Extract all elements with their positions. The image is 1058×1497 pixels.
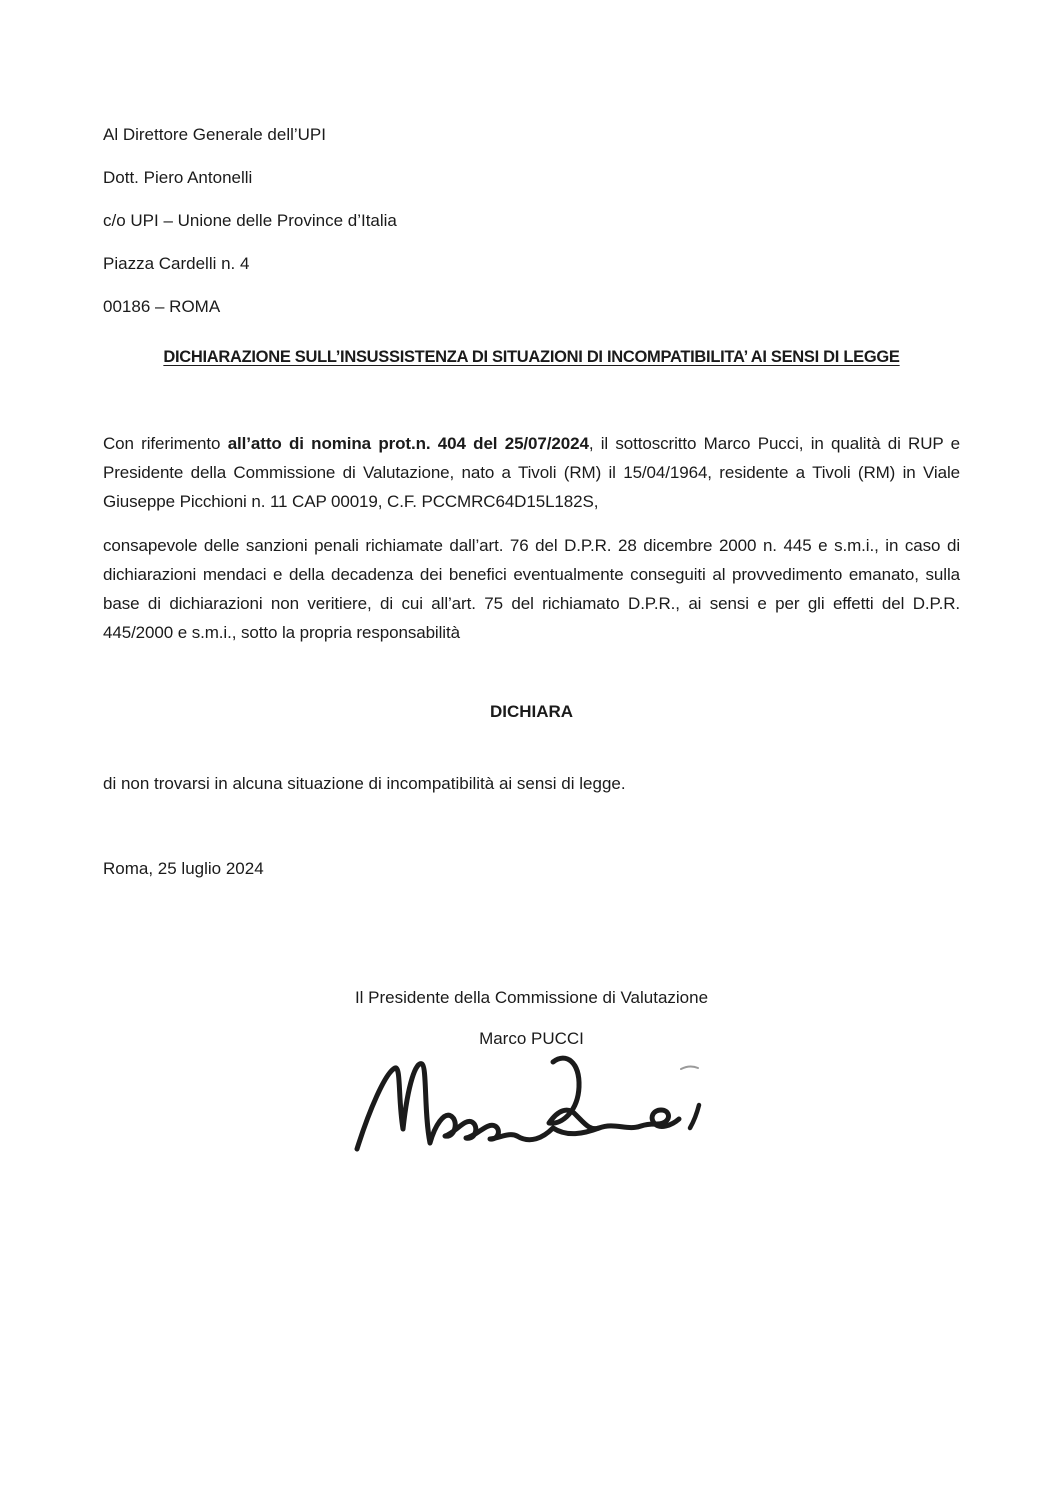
place-date: Roma, 25 luglio 2024 [103, 859, 264, 878]
paragraph-reference-suffix: , il sottoscritto Marco Pucci, in qualità di RUP e Presidente della Commissione di Valutazione, nato a Tivoli (RM) il 15/04/1964, residente a Tivoli (RM) in Viale Giuseppe Picchioni n. 11 CAP 00019, C.F. PCCMRC64D15L182S, [103, 434, 960, 511]
recipient-line: c/o UPI – Unione delle Province d’Italia [103, 211, 397, 230]
document-title [103, 345, 960, 369]
recipient-line: Piazza Cardelli n. 4 [103, 254, 250, 273]
recipient-line: Dott. Piero Antonelli [103, 168, 253, 187]
declaration-text: di non trovarsi in alcuna situazione di incompatibilità ai sensi di legge. [103, 774, 626, 793]
paragraph-reference [103, 429, 960, 516]
paragraph-liability: consapevole delle sanzioni penali richiamate dall’art. 76 del D.P.R. 28 dicembre 2000 n. 445 e s.m.i., in caso di dichiarazioni mendaci e della decadenza dei benefici eventualmente conseguiti al provvedimento emanato, sulla base di dichiarazioni non veritiere, di cui all’art. 75 del richiamato D.P.R., ai sensi e per gli effetti del D.P.R. 445/2000 e s.m.i., sotto la propria responsabilità [103, 536, 960, 642]
signer-name: Marco PUCCI [479, 1029, 584, 1048]
handwritten-signature-icon [347, 1049, 717, 1179]
signature-image [347, 1049, 717, 1179]
signer-role: Il Presidente della Commissione di Valutazione [354, 988, 709, 1007]
recipient-address-block [103, 124, 960, 318]
recipient-line: Al Direttore Generale dell’UPI [103, 125, 326, 144]
recipient-line: 00186 – ROMA [103, 297, 221, 316]
paragraph-reference-prefix: Con riferimento [103, 434, 228, 453]
document-title-text: DICHIARAZIONE SULL’INSUSSISTENZA DI SITUAZIONI DI INCOMPATIBILITA’ AI SENSI DI LEGGE [163, 348, 900, 366]
paragraph-reference-bold: all’atto di nomina prot.n. 404 del 25/07/2024 [227, 434, 589, 453]
declaration-heading: DICHIARA [489, 702, 574, 721]
